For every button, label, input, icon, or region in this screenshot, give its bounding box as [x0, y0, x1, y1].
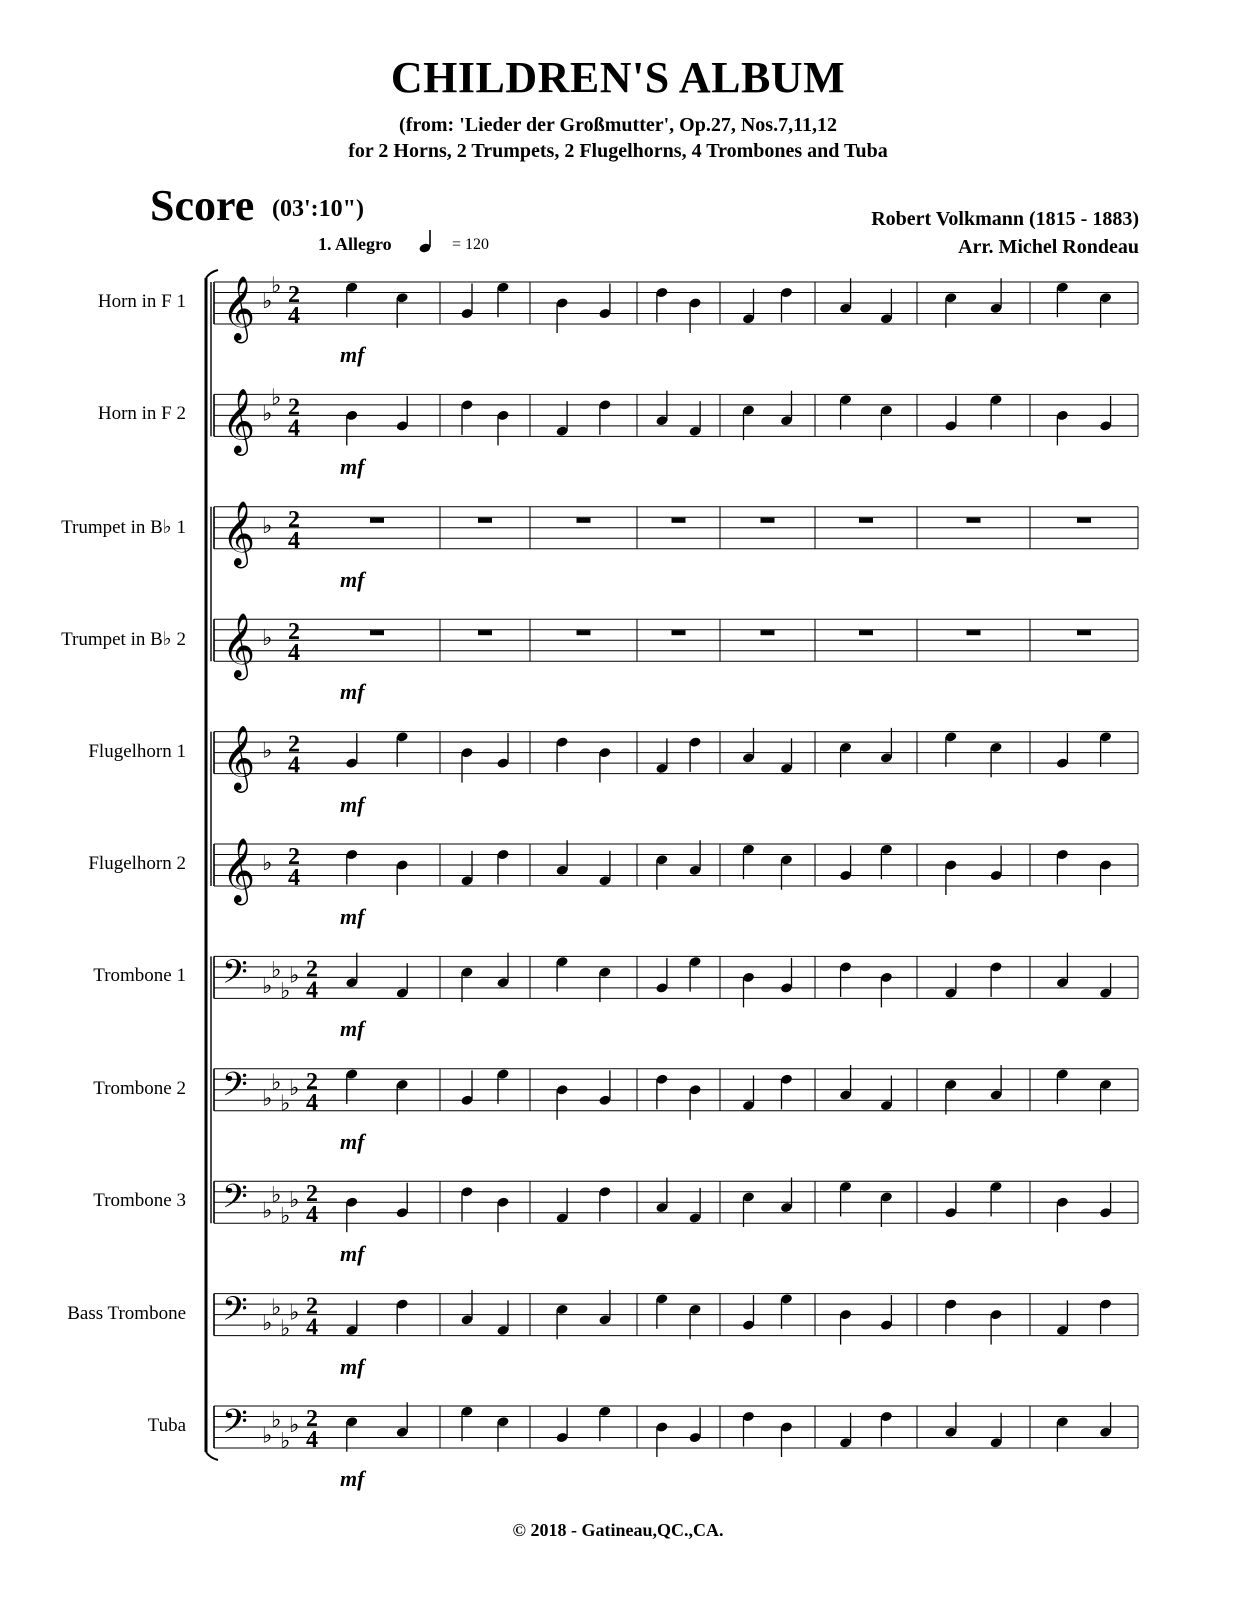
instrument-label: Bass Trombone	[67, 1302, 186, 1324]
time-signature-top: 2	[306, 1068, 318, 1095]
dynamic-mark: mf	[340, 791, 365, 817]
flat-icon: ♭	[262, 1311, 273, 1337]
whole-rest	[967, 518, 981, 523]
dynamic-mark: mf	[340, 1353, 365, 1379]
flat-icon: ♭	[271, 1407, 282, 1433]
bass-clef-icon: 𝄢	[222, 953, 248, 1000]
whole-rest	[577, 630, 591, 635]
flat-icon: ♭	[280, 1316, 291, 1342]
dynamic-mark: mf	[340, 1241, 365, 1267]
treble-clef-icon: 𝄞	[222, 388, 256, 454]
time-signature-top: 2	[306, 1406, 318, 1432]
instrument-label: Trumpet in B♭ 1	[61, 516, 186, 538]
whole-rest	[672, 518, 686, 523]
time-signature-top: 2	[288, 282, 300, 308]
time-signature-top: 2	[306, 1181, 318, 1208]
flat-icon: ♭	[271, 1295, 282, 1321]
flat-icon: ♭	[262, 738, 273, 764]
treble-clef-icon: 𝄞	[222, 725, 256, 791]
flat-icon: ♭	[262, 1423, 273, 1449]
treble-clef-icon: 𝄞	[222, 500, 256, 566]
time-signature-bottom: 4	[288, 640, 300, 667]
dynamic-mark: mf	[340, 566, 365, 592]
bracket-hook-top	[206, 270, 218, 278]
flat-icon: ♭	[262, 513, 273, 539]
dynamic-mark: mf	[340, 1466, 365, 1491]
whole-rest	[859, 630, 873, 635]
time-signature-top: 2	[288, 731, 300, 758]
instrument-label: Flugelhorn 1	[88, 740, 186, 762]
composer-credit: Robert Volkmann (1815 - 1883)	[871, 208, 1139, 230]
whole-rest	[478, 518, 492, 523]
flat-icon: ♭	[262, 1198, 273, 1224]
time-signature-top: 2	[306, 956, 318, 983]
instrument-label: Trombone 1	[93, 965, 186, 987]
dynamic-mark: mf	[340, 1016, 365, 1042]
instrument-label: Tuba	[147, 1415, 186, 1436]
time-signature-bottom: 4	[288, 415, 300, 442]
flat-icon: ♭	[262, 289, 273, 314]
bracket-hook-bottom	[206, 1452, 218, 1460]
score-label: Score	[150, 181, 255, 230]
flat-icon: ♭	[289, 963, 300, 989]
treble-clef-icon: 𝄞	[222, 276, 256, 341]
flat-icon: ♭	[262, 851, 273, 876]
bass-clef-icon: 𝄢	[222, 1290, 248, 1337]
flat-icon: ♭	[271, 958, 282, 984]
time-signature-bottom: 4	[288, 865, 300, 891]
time-signature-bottom: 4	[306, 1427, 318, 1453]
tempo-marking: 1. Allegro	[318, 234, 392, 254]
time-signature-bottom: 4	[306, 1314, 318, 1341]
flat-icon: ♭	[289, 1413, 300, 1438]
instrument-label: Trumpet in B♭ 2	[61, 629, 186, 651]
score-duration: (03':10")	[272, 196, 364, 222]
time-signature-top: 2	[306, 1293, 318, 1320]
flat-icon: ♭	[289, 1075, 300, 1101]
whole-rest	[1077, 518, 1091, 523]
time-signature-top: 2	[288, 619, 300, 646]
whole-rest	[577, 518, 591, 523]
score-subtitle-line2: for 2 Horns, 2 Trumpets, 2 Flugelhorns, 4 Trombones and Tuba	[348, 140, 888, 162]
whole-rest	[370, 630, 384, 635]
treble-clef-icon: 𝄞	[222, 838, 256, 903]
copyright: © 2018 - Gatineau,QC.,CA.	[512, 1520, 724, 1540]
flat-icon: ♭	[280, 1091, 291, 1117]
whole-rest	[478, 630, 492, 635]
flat-icon: ♭	[289, 1300, 300, 1326]
treble-clef-icon: 𝄞	[222, 613, 256, 679]
flat-icon: ♭	[280, 1428, 291, 1454]
dynamic-mark: mf	[340, 904, 365, 929]
instrument-label: Horn in F 2	[97, 403, 186, 425]
time-signature-bottom: 4	[306, 1089, 318, 1116]
time-signature-bottom: 4	[288, 527, 300, 554]
flat-icon: ♭	[289, 1188, 300, 1214]
time-signature-top: 2	[288, 844, 300, 870]
flat-icon: ♭	[271, 273, 282, 299]
dynamic-mark: mf	[340, 454, 365, 480]
instrument-label: Trombone 3	[93, 1190, 186, 1212]
dynamic-mark: mf	[340, 679, 365, 705]
flat-icon: ♭	[271, 1070, 282, 1096]
whole-rest	[761, 518, 775, 523]
flat-icon: ♭	[262, 973, 273, 999]
whole-rest	[967, 630, 981, 635]
flat-icon: ♭	[271, 385, 282, 411]
time-signature-bottom: 4	[288, 752, 300, 779]
dynamic-mark: mf	[340, 342, 365, 367]
flat-icon: ♭	[262, 401, 273, 427]
whole-rest	[859, 518, 873, 523]
whole-rest	[370, 518, 384, 523]
time-signature-bottom: 4	[306, 1202, 318, 1229]
instrument-label: Flugelhorn 2	[88, 853, 186, 874]
time-signature-bottom: 4	[288, 303, 300, 329]
whole-rest	[672, 630, 686, 635]
whole-rest	[1077, 630, 1091, 635]
time-signature-top: 2	[288, 394, 300, 421]
flat-icon: ♭	[262, 626, 273, 652]
score-subtitle-line1: (from: 'Lieder der Großmutter', Op.27, Nos.7,11,12	[399, 114, 837, 136]
bass-clef-icon: 𝄢	[222, 1403, 248, 1449]
flat-icon: ♭	[280, 979, 291, 1005]
flat-icon: ♭	[280, 1203, 291, 1229]
bass-clef-icon: 𝄢	[222, 1178, 248, 1225]
whole-rest	[761, 630, 775, 635]
score-title: CHILDREN'S ALBUM	[390, 53, 846, 102]
bass-clef-icon: 𝄢	[222, 1065, 248, 1112]
instrument-label: Horn in F 1	[97, 291, 186, 312]
flat-icon: ♭	[271, 1182, 282, 1208]
tempo-value: = 120	[452, 236, 490, 253]
time-signature-top: 2	[288, 506, 300, 533]
time-signature-bottom: 4	[306, 977, 318, 1004]
dynamic-mark: mf	[340, 1128, 365, 1154]
instrument-label: Trombone 2	[93, 1077, 186, 1099]
arranger-credit: Arr. Michel Rondeau	[958, 236, 1139, 258]
flat-icon: ♭	[262, 1086, 273, 1112]
